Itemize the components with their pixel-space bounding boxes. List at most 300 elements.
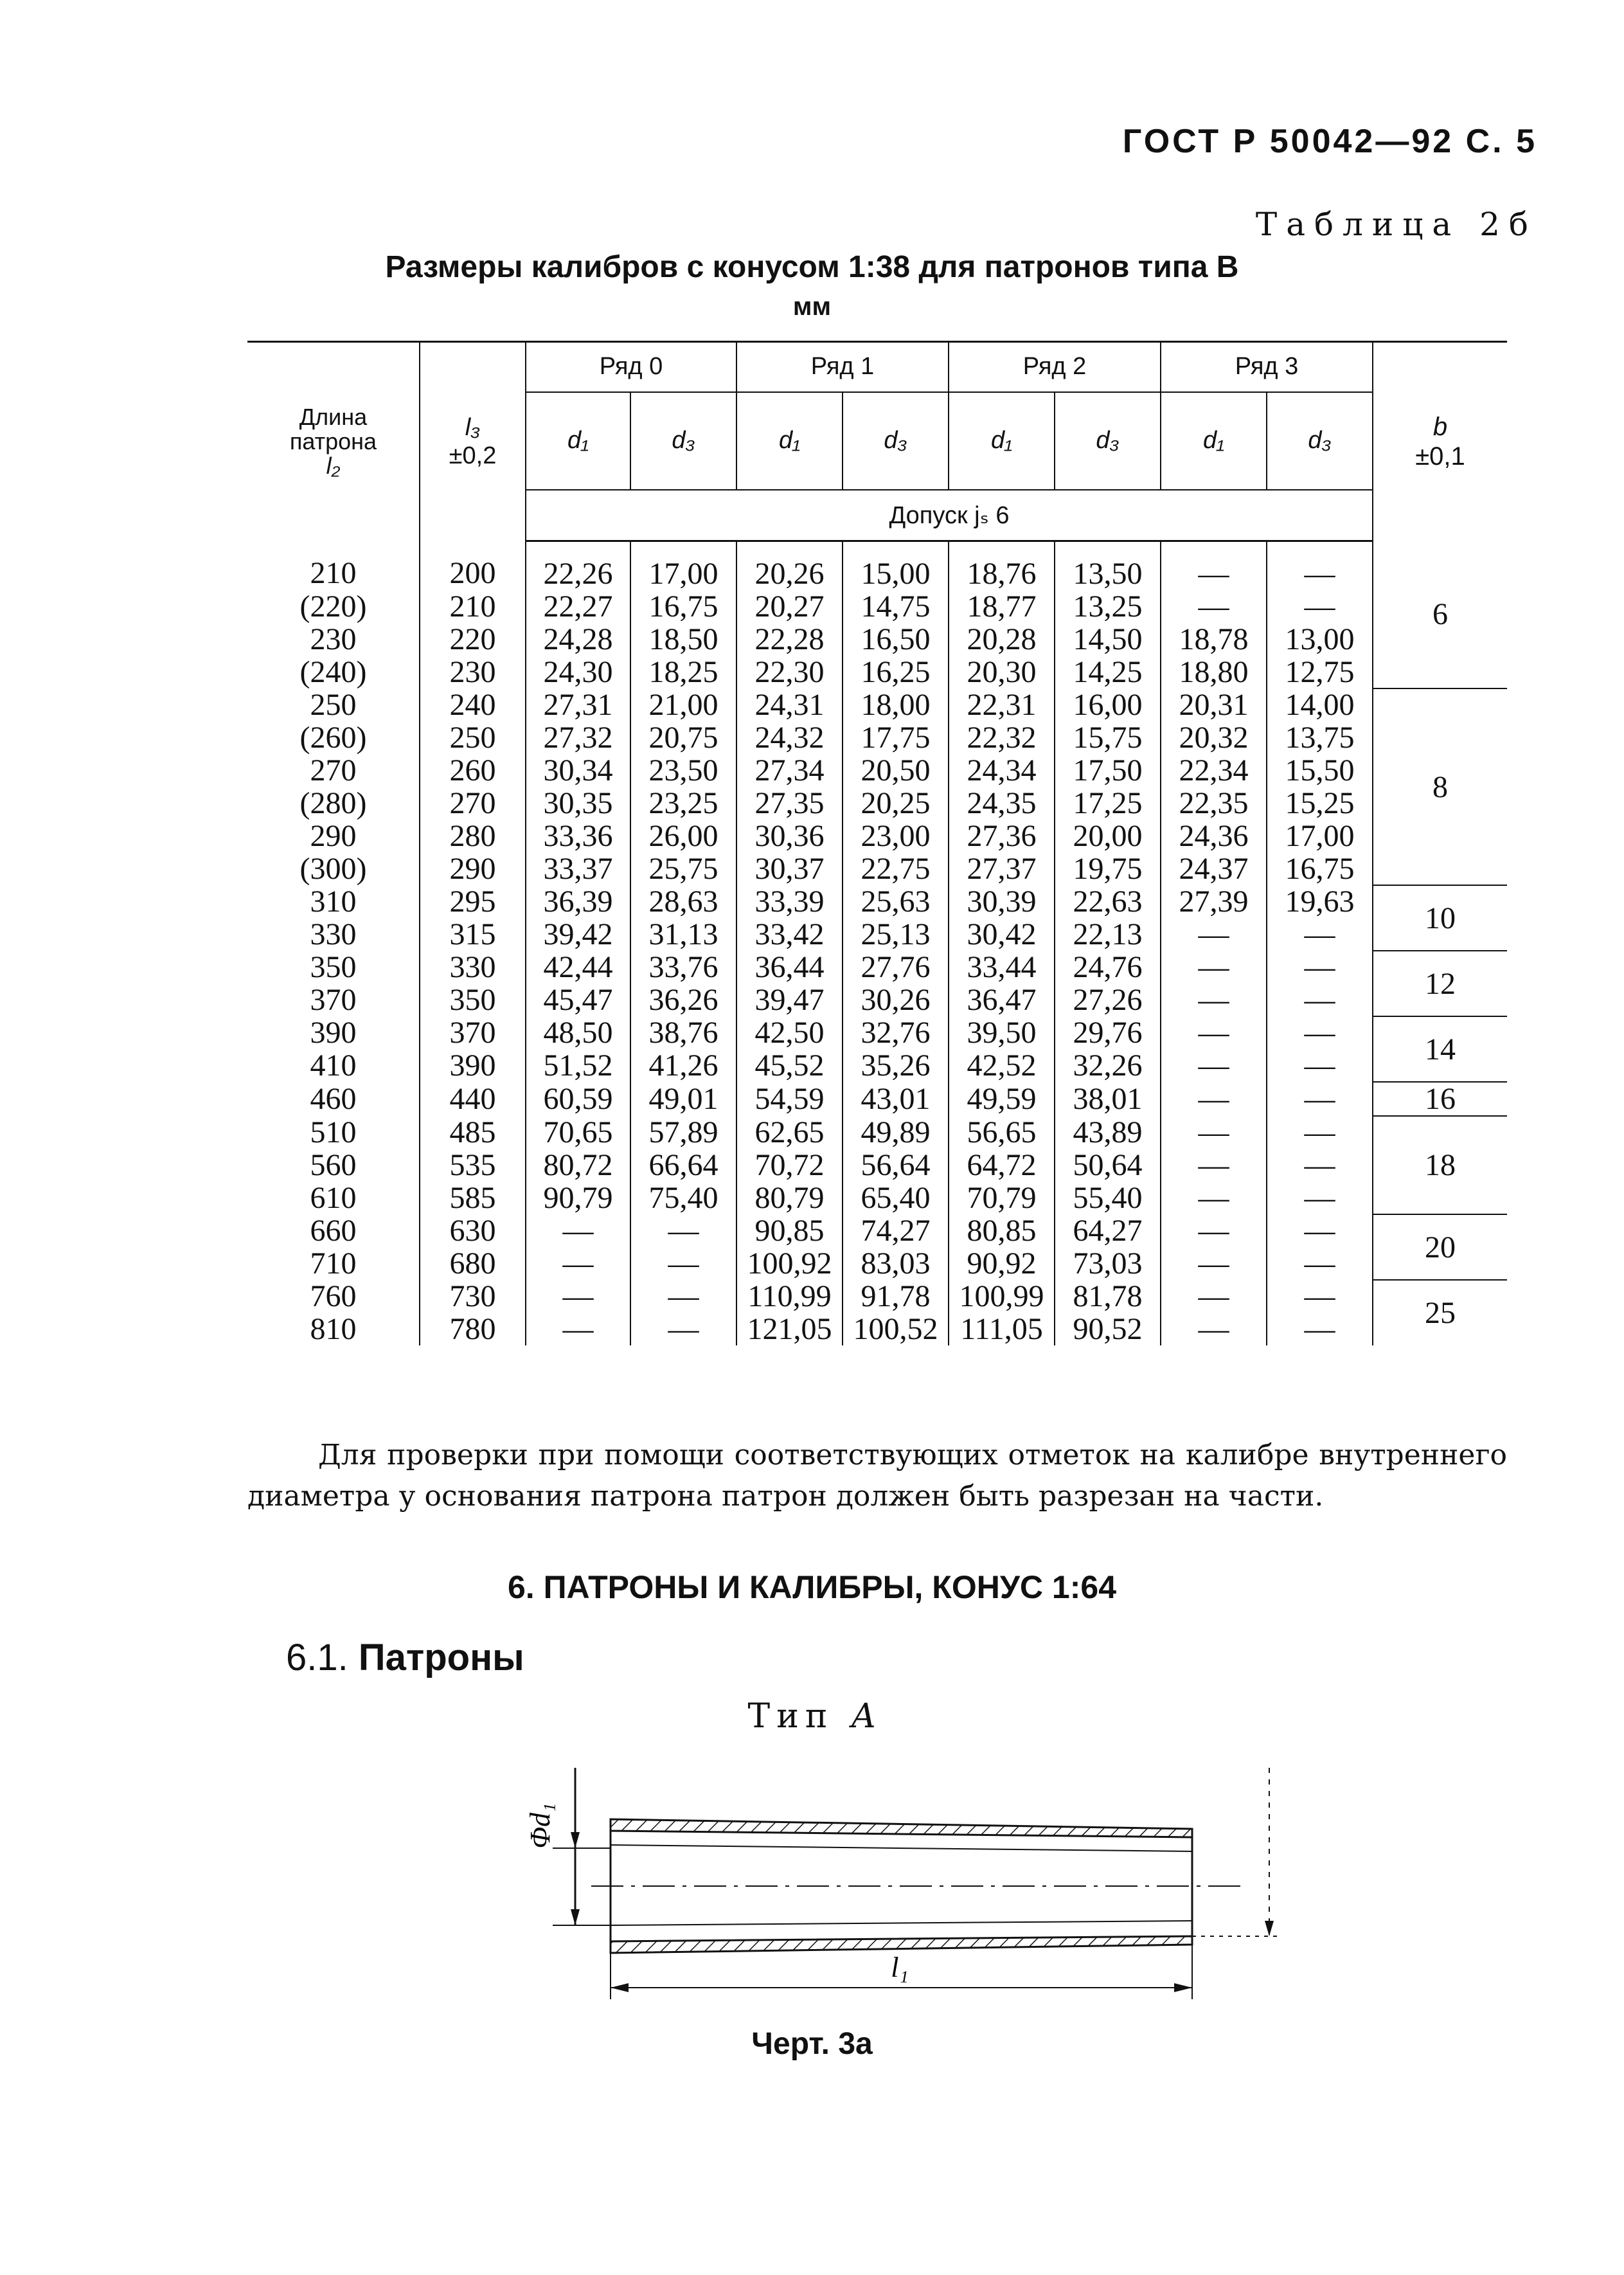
cell-d1: — [1161,1182,1267,1214]
dim-arrow [571,1832,580,1848]
cell-length: (240) [299,655,367,689]
cell-l3: 295 [420,885,526,918]
table-row [247,1116,1507,1149]
dim-l1-label: l₁ [891,1952,909,1983]
cell-l3: 780 [420,1313,526,1345]
cell-d3: 65,40 [843,1182,949,1214]
cell-d1: — [1161,1214,1267,1247]
cell-d3: 90,52 [1055,1313,1161,1345]
cell-l3: 350 [420,984,526,1016]
table-row [247,1049,1507,1082]
cell-d1: 30,34 [526,754,630,787]
cell-d1: 36,39 [526,885,630,918]
cell-length: 460 [310,1082,357,1116]
cell-d3: — [630,1214,736,1247]
cell-d1: 20,32 [1161,721,1267,754]
header-d3: d₃ [1055,392,1161,490]
cell-length: 310 [310,885,357,919]
cell-d3: — [630,1280,736,1313]
cell-d1: 100,92 [736,1247,843,1280]
cell-length: (220) [299,589,367,624]
cell-d1: 24,35 [949,787,1055,820]
table-row [247,688,1507,721]
cell-d1: 39,42 [526,918,630,951]
cell-d3: — [1267,951,1373,984]
cell-length: 760 [310,1279,357,1313]
cell-d3: 30,26 [843,984,949,1016]
header-tolerance: Допуск jₛ 6 [526,490,1373,541]
cell-d1: 27,39 [1161,885,1267,918]
subsection-title: 6.1. Патроны [286,1637,524,1678]
cell-d3: — [1267,1049,1373,1082]
cell-length: 660 [310,1214,357,1248]
cell-d1: — [1161,1313,1267,1345]
cell-d3: 19,63 [1267,885,1373,918]
cell-d1: 33,44 [949,951,1055,984]
cell-d3: — [1267,1313,1373,1345]
header-d3: d₃ [843,392,949,490]
cell-d3: — [1267,541,1373,591]
cell-d3: 16,75 [1267,852,1373,885]
table-row [247,1214,1507,1247]
cell-d1: 27,31 [526,688,630,721]
cell-length: 810 [310,1312,357,1346]
cell-d3: 91,78 [843,1280,949,1313]
cell-b: 16 [1373,1082,1507,1116]
cell-d3: 22,13 [1055,918,1161,951]
cell-d3: 16,50 [843,623,949,656]
cell-d3: 21,00 [630,688,736,721]
cell-d3: 15,50 [1267,754,1373,787]
header-d1: d₁ [736,392,843,490]
cell-d1: 39,47 [736,984,843,1016]
cell-d1: 30,37 [736,852,843,885]
table-row [247,721,1507,754]
header-d1: d₁ [949,392,1055,490]
cell-l3: 680 [420,1247,526,1280]
header-d1: d₁ [526,392,630,490]
bore-line-bottom [611,1921,1192,1925]
dim-arrow [1265,1921,1274,1936]
cell-d1: 100,99 [949,1280,1055,1313]
cell-d3: 100,52 [843,1313,949,1345]
cell-d3: 23,25 [630,787,736,820]
cell-d1: — [1161,541,1267,591]
cell-d3: 29,76 [1055,1016,1161,1049]
cell-d3: 31,13 [630,918,736,951]
cell-d1: 24,34 [949,754,1055,787]
cell-d3: 14,50 [1055,623,1161,656]
cell-length: (280) [299,786,367,820]
dim-arrow [571,1909,580,1925]
cell-d3: — [1267,1116,1373,1149]
cell-d3: 15,75 [1055,721,1161,754]
cell-d3: 20,50 [843,754,949,787]
cell-d3: 19,75 [1055,852,1161,885]
cell-d3: 50,64 [1055,1149,1161,1182]
cell-d1: — [1161,1116,1267,1149]
cell-d1: — [1161,590,1267,623]
cell-d1: 18,78 [1161,623,1267,656]
cell-d1: 33,36 [526,820,630,852]
cell-d3: 17,00 [1267,820,1373,852]
dim-arrow [611,1983,629,1992]
cell-l3: 440 [420,1082,526,1116]
cell-d3: 14,75 [843,590,949,623]
cell-length: 560 [310,1148,357,1182]
cell-length: 370 [310,983,357,1017]
cell-d3: 25,75 [630,852,736,885]
cell-d1: 24,28 [526,623,630,656]
cell-d3: 57,89 [630,1116,736,1149]
cell-d1: 45,47 [526,984,630,1016]
cell-d1: 22,28 [736,623,843,656]
cell-d1: — [526,1280,630,1313]
cell-d3: 14,00 [1267,688,1373,721]
cell-d1: 33,37 [526,852,630,885]
cell-d3: 43,89 [1055,1116,1161,1149]
cell-d1: 56,65 [949,1116,1055,1149]
table-row [247,1247,1507,1280]
cell-d3: 25,13 [843,918,949,951]
cell-d3: 15,25 [1267,787,1373,820]
cell-d1: 22,31 [949,688,1055,721]
cell-d3: 49,89 [843,1116,949,1149]
cell-d1: 42,50 [736,1016,843,1049]
cell-l3: 270 [420,787,526,820]
cell-d1: — [1161,1247,1267,1280]
cell-d3: — [630,1313,736,1345]
cell-d1: 18,77 [949,590,1055,623]
cell-length: 610 [310,1181,357,1215]
cell-d1: — [526,1247,630,1280]
cell-d1: — [1161,984,1267,1016]
cell-d3: 32,76 [843,1016,949,1049]
table-row [247,918,1507,951]
cell-d1: — [1161,951,1267,984]
cell-d3: 18,50 [630,623,736,656]
cell-d1: 111,05 [949,1313,1055,1345]
cell-l3: 210 [420,590,526,623]
cell-d1: 30,42 [949,918,1055,951]
table-row [247,754,1507,787]
cell-d3: 41,26 [630,1049,736,1082]
cell-d3: — [1267,918,1373,951]
cell-d3: — [1267,1149,1373,1182]
cell-d3: 13,50 [1055,541,1161,591]
cell-d3: 28,63 [630,885,736,918]
cell-d1: — [1161,1280,1267,1313]
cell-l3: 220 [420,623,526,656]
cell-d3: 56,64 [843,1149,949,1182]
cell-d1: 24,36 [1161,820,1267,852]
table-row [247,885,1507,918]
cell-l3: 630 [420,1214,526,1247]
cell-d3: 38,01 [1055,1082,1161,1116]
page-header: ГОСТ Р 50042—92 С. 5 [1122,123,1537,160]
cell-d1: 36,47 [949,984,1055,1016]
section-title: 6. ПАТРОНЫ И КАЛИБРЫ, КОНУС 1:64 [507,1569,1117,1605]
header-d1: d₁ [1161,392,1267,490]
cell-d3: 16,75 [630,590,736,623]
cell-b: 8 [1373,688,1507,885]
cell-d1: 110,99 [736,1280,843,1313]
cell-length: 710 [310,1246,357,1281]
table-row [247,1082,1507,1116]
figure-caption: Черт. 3а [751,2027,873,2061]
cell-d1: — [1161,1082,1267,1116]
cell-l3: 330 [420,951,526,984]
cell-d1: 48,50 [526,1016,630,1049]
cartridge-wall-bottom [611,1936,1192,1953]
cell-d1: 51,52 [526,1049,630,1082]
cell-l3: 390 [420,1049,526,1082]
cell-length: 350 [310,950,357,984]
cell-d1: 42,52 [949,1049,1055,1082]
cell-d1: — [1161,1149,1267,1182]
cell-d3: 17,50 [1055,754,1161,787]
cell-d1: 39,50 [949,1016,1055,1049]
cell-d1: 27,35 [736,787,843,820]
cell-d3: 38,76 [630,1016,736,1049]
cell-d1: 42,44 [526,951,630,984]
cell-d3: 12,75 [1267,656,1373,688]
header-row-3: Ряд 3 [1161,342,1373,392]
cell-d1: 49,59 [949,1082,1055,1116]
cell-d3: 23,50 [630,754,736,787]
cell-d3: 35,26 [843,1049,949,1082]
cell-d1: — [1161,1049,1267,1082]
table-units: мм [792,292,832,321]
cell-length: 290 [310,819,357,853]
table-row [247,787,1507,820]
cell-l3: 730 [420,1280,526,1313]
cell-d3: 13,00 [1267,623,1373,656]
cell-d1: 27,36 [949,820,1055,852]
cell-d3: 81,78 [1055,1280,1161,1313]
cell-l3: 230 [420,656,526,688]
cell-l3: 280 [420,820,526,852]
header-b: b ±0,1 [1373,342,1507,541]
cell-d1: 24,32 [736,721,843,754]
table-row [247,656,1507,688]
dim-d1-label: Φd₁ [524,1803,556,1849]
cell-d3: 43,01 [843,1082,949,1116]
cell-d1: — [526,1214,630,1247]
cell-d3: 16,25 [843,656,949,688]
cell-length: 210 [310,556,357,591]
cell-d3: — [1267,1082,1373,1116]
cell-b: 18 [1373,1116,1507,1214]
cell-d3: 17,00 [630,541,736,591]
table-row [247,541,1507,591]
cell-d1: — [1161,918,1267,951]
header-d3: d₃ [1267,392,1373,490]
cell-d1: 90,92 [949,1247,1055,1280]
table-row [247,951,1507,984]
cell-d1: 20,28 [949,623,1055,656]
cell-d1: 70,72 [736,1149,843,1182]
cell-d3: — [1267,1016,1373,1049]
header-l3: l₃ ±0,2 [420,342,526,541]
cell-d1: 30,39 [949,885,1055,918]
cell-d1: — [526,1313,630,1345]
cell-d3: 25,63 [843,885,949,918]
cell-d1: 64,72 [949,1149,1055,1182]
cell-d1: 36,44 [736,951,843,984]
cell-d3: 36,26 [630,984,736,1016]
cell-b: 10 [1373,885,1507,951]
header-row-1: Ряд 1 [736,342,949,392]
table-label: Таблица 2б [1255,206,1537,243]
table-row [247,590,1507,623]
cell-length: 330 [310,917,357,951]
table-row [247,1016,1507,1049]
cell-d1: 27,37 [949,852,1055,885]
cell-d1: 80,85 [949,1214,1055,1247]
cell-d3: 20,75 [630,721,736,754]
cell-d3: 66,64 [630,1149,736,1182]
table-row [247,1149,1507,1182]
cell-d3: 15,00 [843,541,949,591]
cell-d3: 22,75 [843,852,949,885]
cell-d3: 16,00 [1055,688,1161,721]
cell-d1: 18,76 [949,541,1055,591]
cell-l3: 250 [420,721,526,754]
header-row-0: Ряд 0 [526,342,736,392]
cell-d1: 22,32 [949,721,1055,754]
cell-d1: 24,30 [526,656,630,688]
cell-length: 510 [310,1115,357,1149]
cell-d1: 80,72 [526,1149,630,1182]
cell-d1: 90,85 [736,1214,843,1247]
cell-d1: 20,31 [1161,688,1267,721]
cell-d3: 27,76 [843,951,949,984]
cell-d3: 49,01 [630,1082,736,1116]
cell-d1: 30,35 [526,787,630,820]
cell-d3: 75,40 [630,1182,736,1214]
cell-b: 12 [1373,951,1507,1016]
cell-b: 20 [1373,1214,1507,1280]
cell-d3: 27,26 [1055,984,1161,1016]
table-row [247,820,1507,852]
cell-l3: 200 [420,541,526,591]
cell-b: 6 [1373,541,1507,689]
cell-d1: 45,52 [736,1049,843,1082]
cell-d1: 70,65 [526,1116,630,1149]
cell-l3: 315 [420,918,526,951]
cell-d3: 17,75 [843,721,949,754]
cell-d1: 18,80 [1161,656,1267,688]
table-row [247,623,1507,656]
cell-d1: 22,26 [526,541,630,591]
cell-d1: 22,34 [1161,754,1267,787]
cell-d3: 20,00 [1055,820,1161,852]
cell-d1: 27,32 [526,721,630,754]
cell-d3: 33,76 [630,951,736,984]
cell-d3: — [1267,1247,1373,1280]
cell-l3: 585 [420,1182,526,1214]
cartridge-drawing [514,1749,1285,2025]
cell-d3: 83,03 [843,1247,949,1280]
cell-d1: 20,27 [736,590,843,623]
cell-length: 250 [310,688,357,722]
cell-d1: 27,34 [736,754,843,787]
cell-d1: 54,59 [736,1082,843,1116]
cell-d3: 13,75 [1267,721,1373,754]
table-row [247,852,1507,885]
cell-l3: 485 [420,1116,526,1149]
cell-b: 14 [1373,1016,1507,1082]
dim-arrow [1174,1983,1192,1992]
cell-d3: 24,76 [1055,951,1161,984]
cell-d3: 32,26 [1055,1049,1161,1082]
cell-d1: 121,05 [736,1313,843,1345]
cell-length: 410 [310,1048,357,1083]
dimensions-table [247,341,1507,1345]
cell-d3: 73,03 [1055,1247,1161,1280]
cell-d1: 60,59 [526,1082,630,1116]
cell-d1: 20,26 [736,541,843,591]
cell-d1: 33,42 [736,918,843,951]
cell-d3: 18,25 [630,656,736,688]
cell-d3: 14,25 [1055,656,1161,688]
cell-d1: 24,37 [1161,852,1267,885]
cell-d1: 62,65 [736,1116,843,1149]
note-paragraph: Для проверки при помощи соответствующих отметок на калибре внутреннего диаметра у основания патрона патрон должен быть разрезан на части. [247,1439,1507,1513]
cell-length: (300) [299,852,367,886]
cell-d1: 22,35 [1161,787,1267,820]
cell-d1: 33,39 [736,885,843,918]
cell-d3: 22,63 [1055,885,1161,918]
cell-d1: 24,31 [736,688,843,721]
cell-d1: 80,79 [736,1182,843,1214]
cell-l3: 240 [420,688,526,721]
cell-d1: 22,27 [526,590,630,623]
cell-length: 230 [310,622,357,656]
header-length: Длина патрона l₂ [247,342,420,541]
cell-d3: 20,25 [843,787,949,820]
cartridge-wall-top [611,1819,1192,1837]
cell-d3: — [630,1247,736,1280]
cell-d3: 74,27 [843,1214,949,1247]
cell-length: 270 [310,753,357,787]
cell-d1: 70,79 [949,1182,1055,1214]
cell-length: (260) [299,721,367,755]
cell-length: 390 [310,1016,357,1050]
cell-d3: 17,25 [1055,787,1161,820]
cell-d3: — [1267,590,1373,623]
cell-d3: — [1267,1280,1373,1313]
bore-line-top [611,1845,1192,1851]
cell-l3: 260 [420,754,526,787]
cell-d3: 23,00 [843,820,949,852]
header-d3: d₃ [630,392,736,490]
cell-d3: — [1267,1182,1373,1214]
cell-d3: 64,27 [1055,1214,1161,1247]
cell-d3: — [1267,984,1373,1016]
cell-d1: 20,30 [949,656,1055,688]
type-label: Тип А [747,1697,877,1736]
cell-l3: 290 [420,852,526,885]
table-row [247,1280,1507,1313]
table-title: Размеры калибров с конусом 1:38 для патронов типа В [385,250,1239,284]
cell-l3: 370 [420,1016,526,1049]
cell-d3: 13,25 [1055,590,1161,623]
cell-d1: — [1161,1016,1267,1049]
cell-d3: — [1267,1214,1373,1247]
header-row-2: Ряд 2 [949,342,1161,392]
